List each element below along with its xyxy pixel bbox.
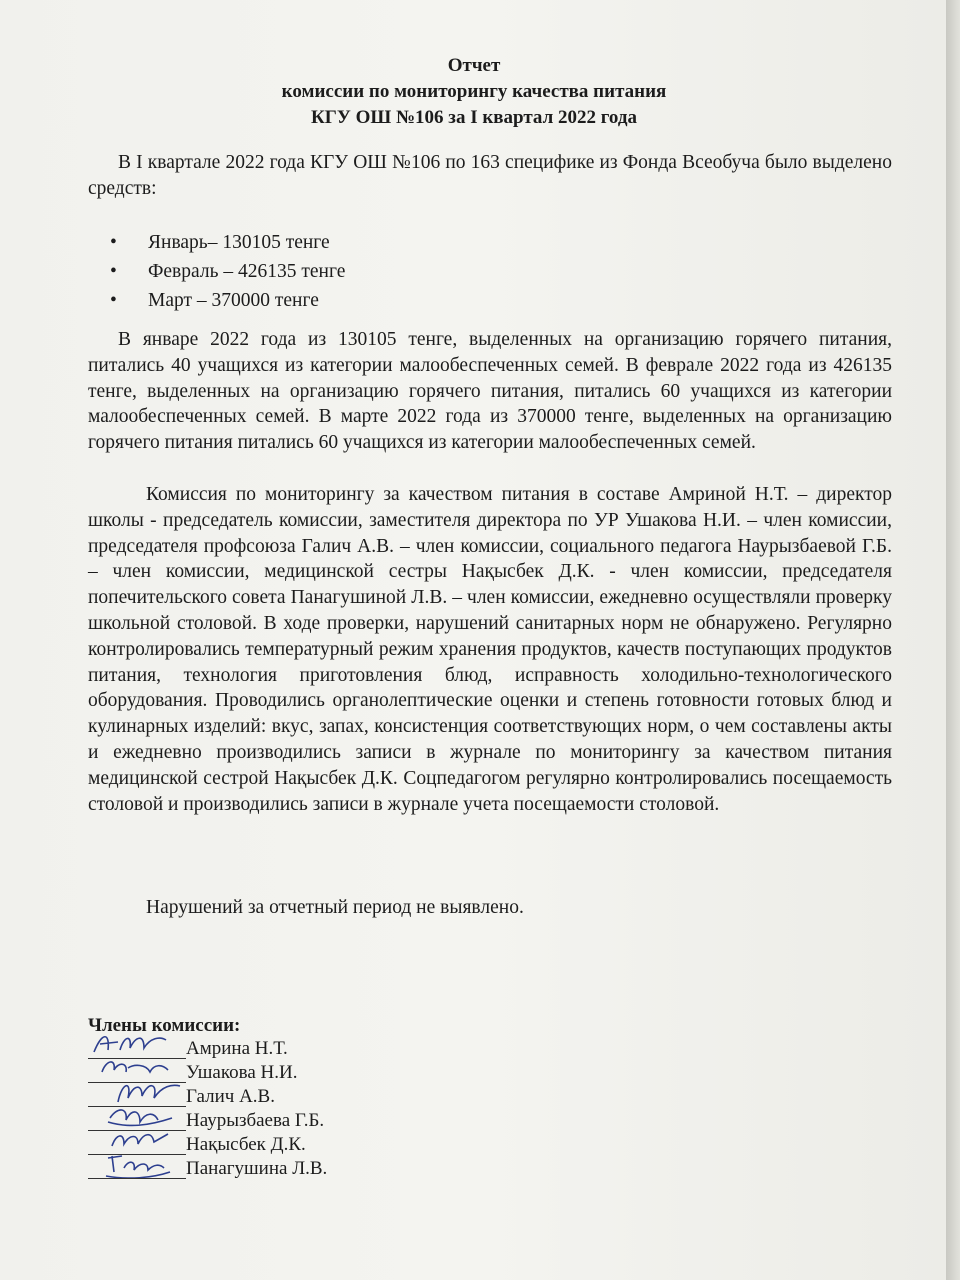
member-name: Панагушина Л.В. bbox=[186, 1158, 328, 1179]
intro-paragraph: В I квартале 2022 года КГУ ОШ №106 по 163 специфике из Фонда Всеобуча было выделено средств: bbox=[88, 152, 892, 199]
member-name: Нақысбек Д.К. bbox=[186, 1134, 306, 1155]
bullet-icon: • bbox=[110, 261, 117, 282]
allocation-list bbox=[110, 228, 810, 315]
list-item: • Февраль – 426135 тенге bbox=[110, 257, 810, 286]
member-name: Амрина Н.Т. bbox=[186, 1038, 288, 1059]
page-edge-shadow bbox=[946, 0, 960, 1280]
list-item: • Март – 370000 тенге bbox=[110, 286, 810, 315]
report-subtitle: комиссии по мониторингу качества питания bbox=[281, 81, 667, 102]
member-name: Ушакова Н.И. bbox=[186, 1062, 298, 1083]
commission-paragraph: Комиссия по мониторингу за качеством питания в составе Амриной Н.Т. – директор школы - председатель комиссии, заместителя директора по УР Ушакова Н.И. – член комиссии, председателя профсоюза Галич А.В. – член комиссии, социального педагога Наурызбаевой Г.Б. – член комиссии, медицинской сестры Нақысбек Д.К. - член комиссии, председателя попечительского совета Панагушиной Л.В. – член комиссии, ежедневно осуществляли проверку школьной столовой. В ходе проверки, нарушений санитарных норм не обнаружено. Регулярно контролировались температурный режим хранения продуктов, качеств поступающих продуктов питания, технология приготовления блюд, исправность холодильно-технологического оборудования. Проводились органолептические оценки и степень готовности готовых блюд и кулинарных изделий: вкус, запах, консистенция соответствующих норм, о чем составлены акты и ежедневно производились записи в журнале по мониторингу за качеством питания медицинской сестрой Нақысбек Д.К. Соцпедагогом регулярно контролировались посещаемость столовой и производились записи в журнале учета посещаемости столовой. bbox=[88, 484, 892, 815]
signature-row bbox=[88, 1156, 488, 1182]
report-subtitle-period: КГУ ОШ №106 за I квартал 2022 года bbox=[311, 107, 637, 128]
handwritten-signature-icon bbox=[88, 1146, 188, 1182]
bullet-icon: • bbox=[110, 290, 117, 311]
signatures-heading: Члены комиссии: bbox=[88, 1015, 241, 1036]
meals-paragraph: В январе 2022 года из 130105 тенге, выделенных на организацию горячего питания, питались 40 учащихся из категории малообеспеченных семей. В феврале 2022 года из 426135 тенге, выделенных на организацию горячего питания, питались 60 учащихся из категории малообеспеченных семей. В марте 2022 года из 370000 тенге, выделенных на организацию горячего питания питались 60 учащихся из категории малообеспеченных семей. bbox=[88, 329, 892, 454]
conclusion-paragraph: Нарушений за отчетный период не выявлено. bbox=[146, 897, 524, 918]
bullet-icon: • bbox=[110, 232, 117, 253]
list-item: • Январь– 130105 тенге bbox=[110, 228, 810, 257]
report-title: Отчет bbox=[447, 55, 501, 76]
member-name: Наурызбаева Г.Б. bbox=[186, 1110, 325, 1131]
member-name: Галич А.В. bbox=[186, 1086, 275, 1107]
